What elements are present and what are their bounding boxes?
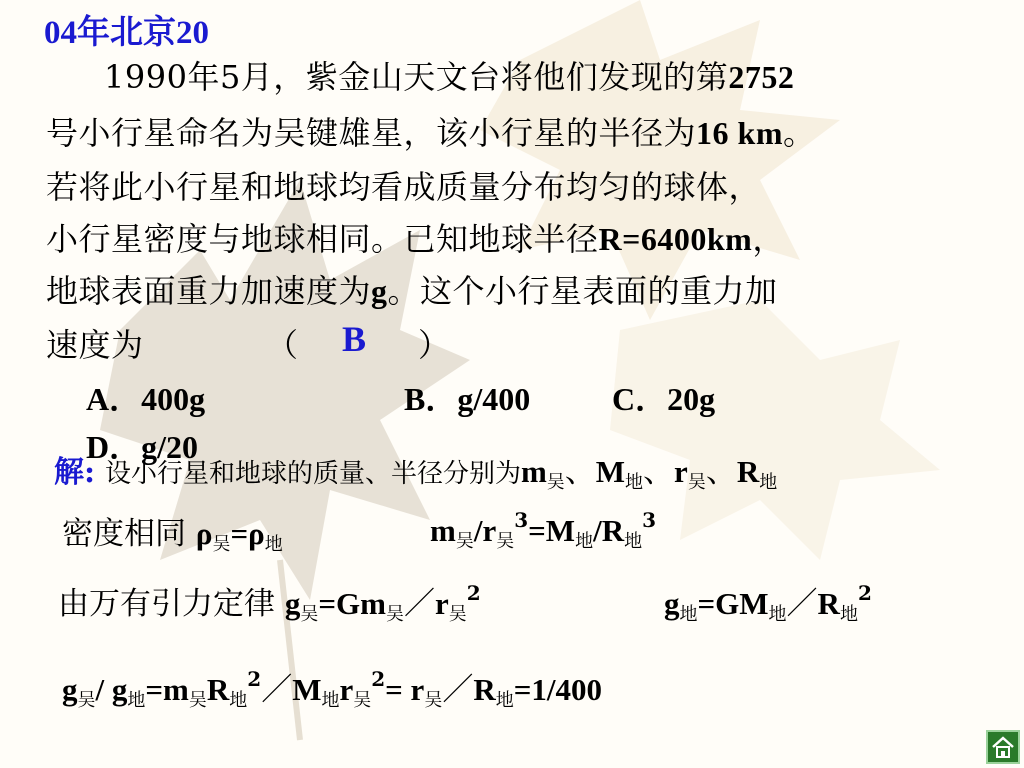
subscript: 吴	[424, 690, 443, 711]
slash: /	[473, 513, 483, 548]
superscript: 3	[642, 508, 656, 532]
option-c: C．20g	[612, 381, 716, 417]
problem-number: 16 km	[696, 115, 783, 151]
superscript: 2	[371, 667, 386, 691]
subscript: 地	[759, 472, 778, 493]
paren-open: （	[266, 326, 299, 364]
solution-text: 密度相同	[62, 516, 186, 552]
answer-choice: B	[342, 319, 367, 359]
var-m: m	[430, 513, 456, 548]
var-r: r	[434, 586, 449, 621]
var-g: g	[284, 586, 301, 621]
solution-line-2	[62, 508, 283, 556]
superscript: 2	[247, 667, 262, 691]
problem-line-5	[46, 266, 778, 312]
subscript: 吴	[353, 690, 372, 711]
problem-number: 2752	[728, 59, 795, 95]
separator: 、	[643, 454, 675, 490]
subscript: 地	[625, 472, 644, 493]
var-r: r	[482, 513, 497, 548]
solution-line-1	[54, 446, 777, 494]
problem-text: 。	[782, 114, 816, 152]
var-g: / g	[95, 672, 128, 707]
subscript: 地	[229, 690, 248, 711]
var-rho: ρ	[248, 516, 265, 551]
problem-text: 。这个小行星表面的重力加	[387, 272, 778, 310]
problem-line-1	[104, 52, 794, 98]
subscript: 地	[495, 690, 514, 711]
var-r: r	[674, 454, 688, 489]
subscript: 地	[839, 604, 858, 625]
option-b: B．g/400	[404, 381, 531, 417]
density-equation	[430, 508, 656, 553]
problem-text: 地球表面重力加速度为	[46, 272, 372, 310]
var-M: M	[292, 672, 322, 707]
var-R: R	[817, 586, 840, 621]
divide: ／	[261, 672, 293, 708]
superscript: 3	[514, 508, 529, 532]
problem-line-4	[46, 214, 785, 260]
separator: 、	[564, 454, 596, 490]
divide: ／	[786, 586, 818, 622]
var-R: R	[206, 672, 230, 707]
var-r: = r	[385, 672, 425, 707]
subscript: 地	[321, 690, 340, 711]
subscript: 吴	[300, 604, 319, 625]
subscript: 吴	[212, 534, 231, 555]
var-r: r	[339, 672, 354, 707]
subscript: 吴	[687, 472, 706, 493]
var-M: M	[595, 454, 626, 489]
var-Gm: =Gm	[318, 586, 386, 621]
problem-line-2	[46, 108, 815, 154]
problem-text: 号小行星命名为吴键雄星，该小行星的半径为	[46, 114, 697, 152]
subscript: 吴	[455, 531, 474, 552]
problem-number: g	[371, 273, 388, 309]
problem-text: ，	[752, 220, 785, 258]
subscript: 地	[264, 534, 283, 555]
divide: ／	[403, 586, 435, 622]
subscript: 地	[127, 690, 146, 711]
solution-text: 由万有引力定律	[58, 586, 275, 622]
subscript: 地	[624, 531, 643, 552]
option-d: D．g/20	[86, 429, 199, 465]
var-R: R	[736, 454, 760, 489]
subscript: 吴	[385, 604, 404, 625]
subscript: 吴	[546, 472, 565, 493]
solution-line-3	[58, 578, 481, 626]
home-icon[interactable]	[986, 730, 1020, 764]
var-rho: ρ	[195, 516, 213, 551]
earth-gravity-equation	[664, 578, 872, 626]
superscript: 2	[857, 581, 872, 605]
superscript: 2	[466, 581, 481, 605]
var-R: R	[473, 672, 496, 707]
problem-line-6: 速度为	[46, 326, 144, 364]
subscript: 地	[575, 531, 594, 552]
solution-text: 设小行星和地球的质量、半径分别为	[104, 459, 521, 489]
subscript: 地	[679, 604, 698, 625]
house-icon	[988, 732, 1018, 762]
divide: ／	[442, 672, 474, 708]
var-m: =m	[145, 672, 189, 707]
var-R: /R	[593, 513, 625, 548]
problem-text: 小行星密度与地球相同。已知地球半径	[46, 220, 599, 258]
problem-text: 1990年5月，紫金山天文台将他们发现的第	[104, 58, 729, 96]
subscript: 吴	[77, 690, 96, 711]
var-GM: =GM	[697, 586, 769, 621]
paren-close: ）	[418, 326, 451, 364]
subscript: 地	[768, 604, 787, 625]
subscript: 吴	[496, 531, 515, 552]
option-a: A．400g	[86, 381, 206, 417]
var-M: =M	[528, 513, 576, 548]
solution-label: 解:	[54, 455, 96, 490]
subscript: 吴	[448, 604, 467, 625]
var-g: g	[664, 586, 680, 621]
var-m: m	[520, 454, 547, 489]
problem-number: R=6400km	[598, 221, 753, 257]
subscript: 吴	[188, 690, 207, 711]
result: =1/400	[513, 672, 602, 707]
solution-line-4	[62, 664, 602, 712]
var-g: g	[62, 672, 78, 707]
problem-line-3: 若将此小行星和地球均看成质量分布均匀的球体，	[46, 168, 762, 206]
equals: =	[230, 516, 249, 551]
separator: 、	[705, 454, 737, 490]
problem-title: 04年北京20	[44, 15, 209, 51]
